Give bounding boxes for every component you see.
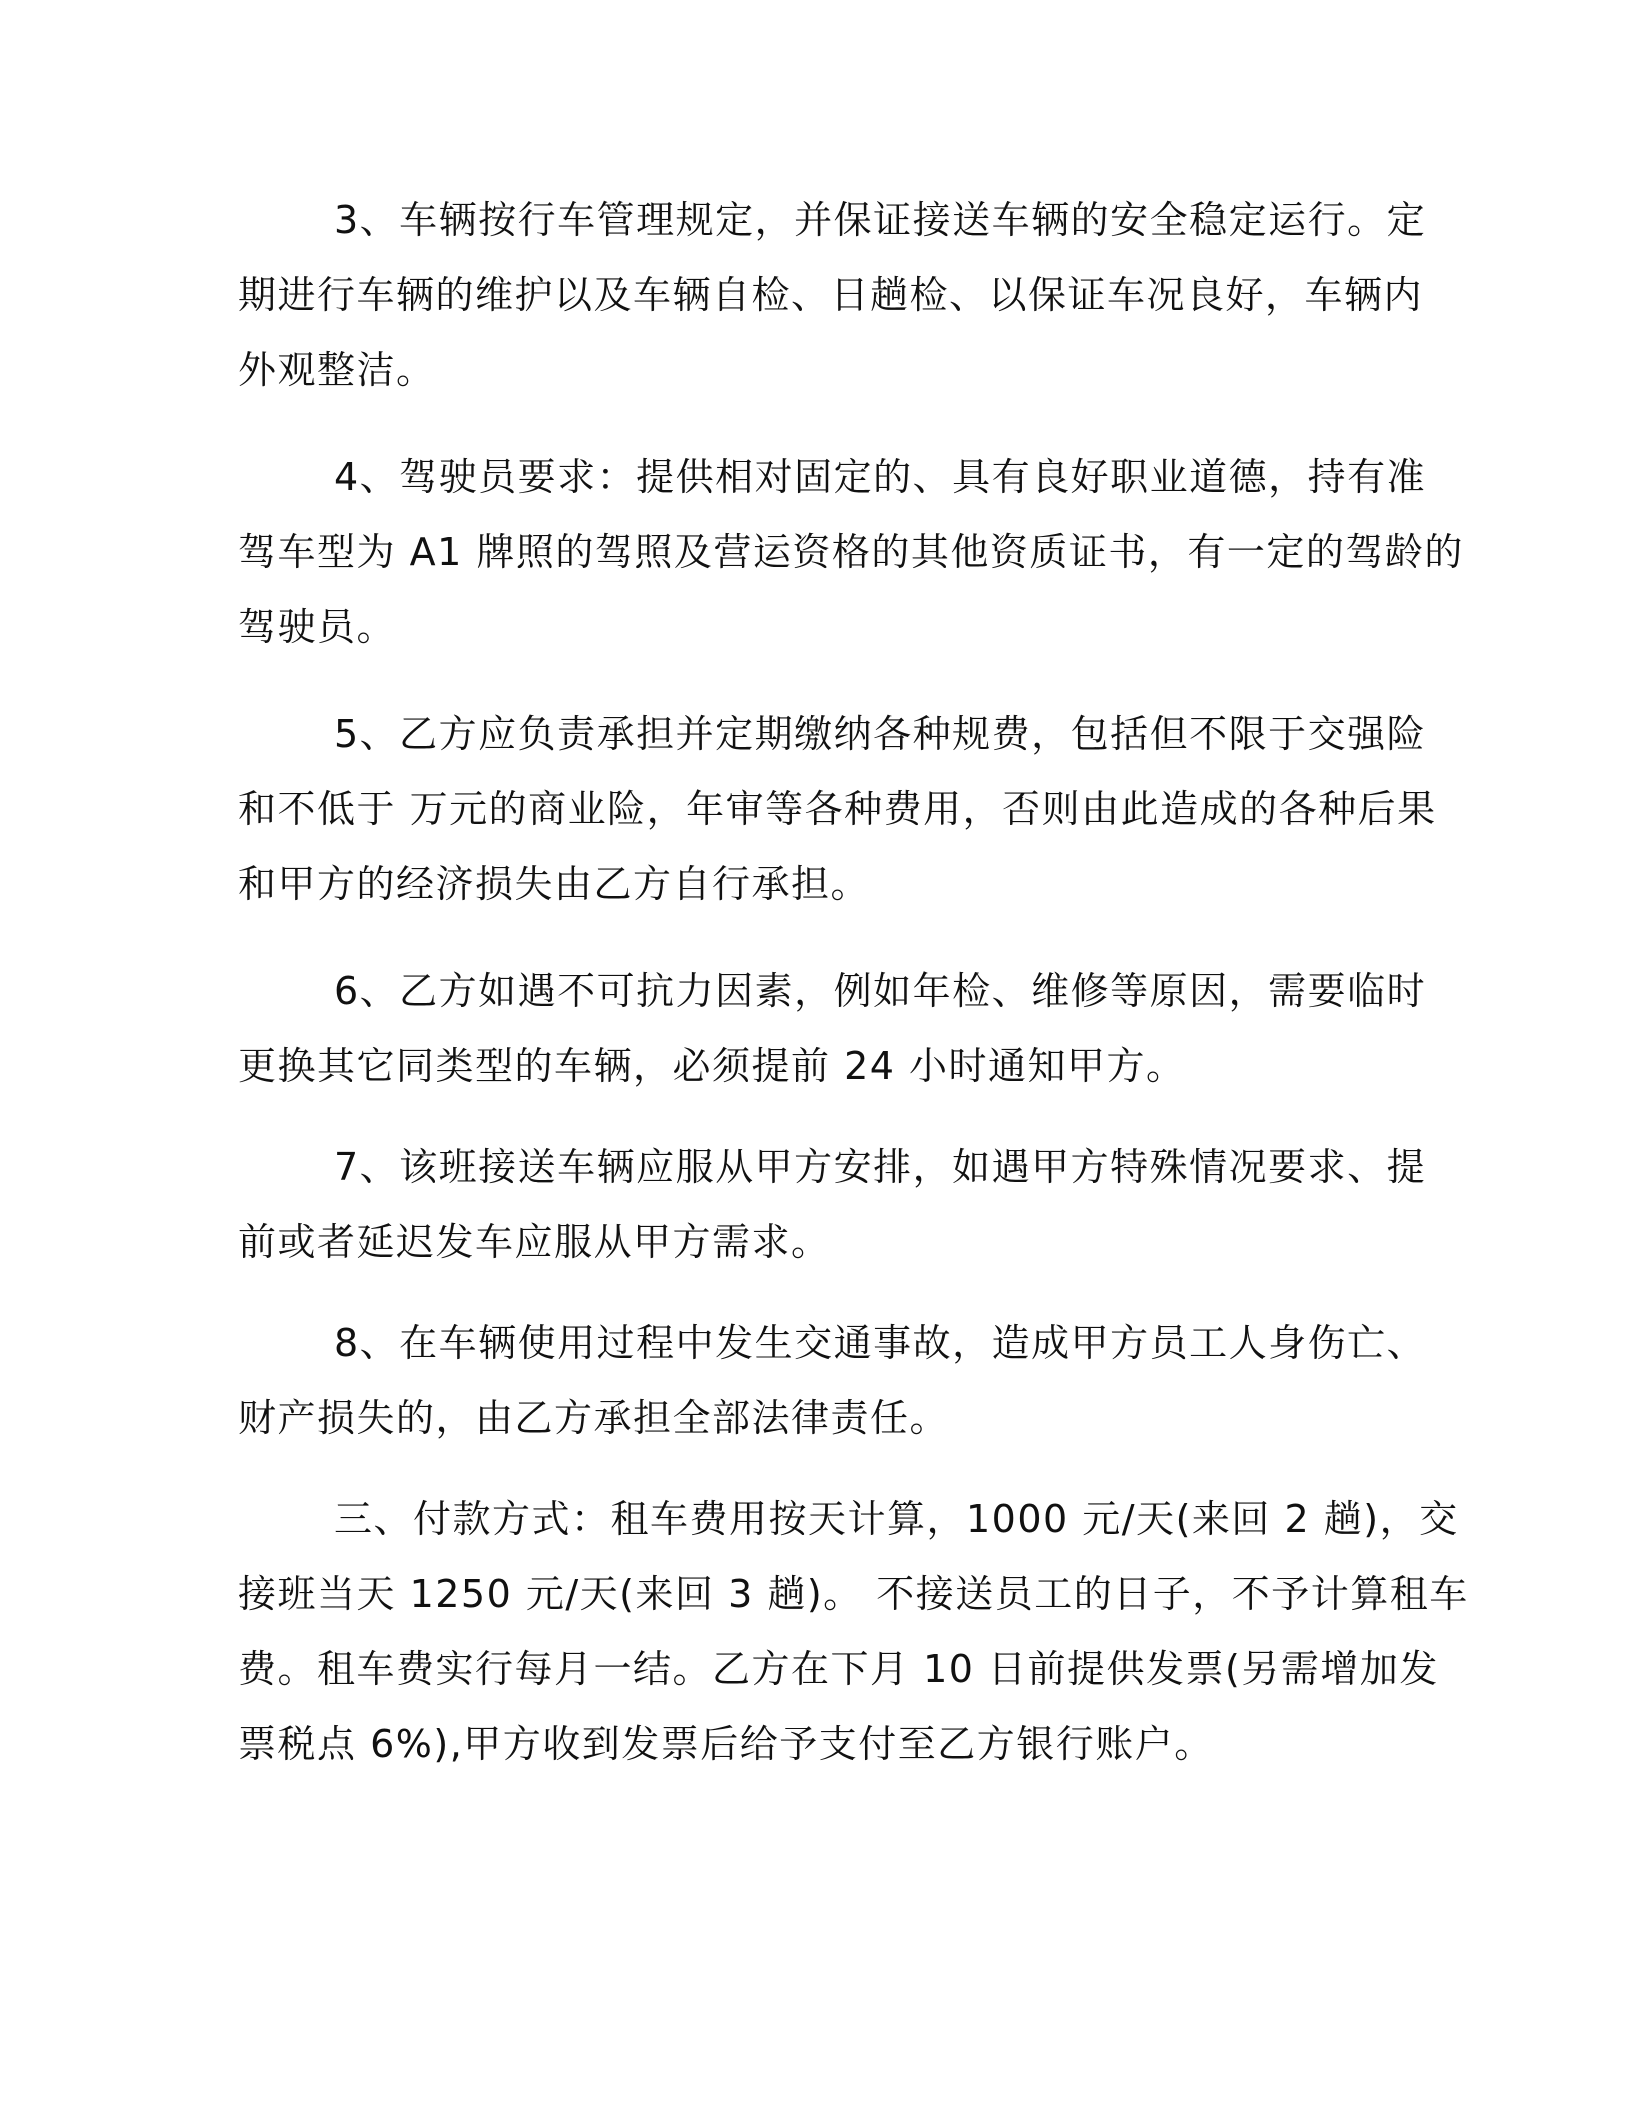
- paragraph-line: 和不低于 万元的商业险，年审等各种费用，否则由此造成的各种后果: [238, 787, 1437, 831]
- paragraph-line: 财产损失的，由乙方承担全部法律责任。: [238, 1396, 950, 1440]
- paragraph-line: 三、付款方式：租车费用按天计算，1000 元/天(来回 2 趟)，交: [334, 1497, 1459, 1541]
- paragraph-line: 票税点 6%),甲方收到发票后给予支付至乙方银行账户。: [238, 1722, 1214, 1766]
- paragraph-line: 和甲方的经济损失由乙方自行承担。: [238, 862, 871, 906]
- paragraph-line: 期进行车辆的维护以及车辆自检、日趟检、以保证车况良好，车辆内: [238, 273, 1424, 317]
- paragraph-line: 驾驶员。: [238, 605, 397, 649]
- paragraph-line: 接班当天 1250 元/天(来回 3 趟)。 不接送员工的日子，不予计算租车: [238, 1572, 1469, 1616]
- paragraph-line: 更换其它同类型的车辆，必须提前 24 小时通知甲方。: [238, 1044, 1186, 1088]
- paragraph-line: 5、乙方应负责承担并定期缴纳各种规费，包括但不限于交强险: [334, 712, 1427, 756]
- paragraph-line: 4、驾驶员要求：提供相对固定的、具有良好职业道德，持有准: [334, 455, 1427, 499]
- paragraph-line: 6、乙方如遇不可抗力因素，例如年检、维修等原因，需要临时: [334, 969, 1427, 1013]
- paragraph-line: 8、在车辆使用过程中发生交通事故，造成甲方员工人身伤亡、: [334, 1321, 1427, 1365]
- paragraph-line: 前或者延迟发车应服从甲方需求。: [238, 1220, 831, 1264]
- paragraph-line: 费。租车费实行每月一结。乙方在下月 10 日前提供发票(另需增加发: [238, 1647, 1439, 1691]
- paragraph-line: 驾车型为 A1 牌照的驾照及营运资格的其他资质证书，有一定的驾龄的: [238, 530, 1464, 574]
- paragraph-line: 外观整洁。: [238, 348, 436, 392]
- paragraph-line: 7、该班接送车辆应服从甲方安排，如遇甲方特殊情况要求、提: [334, 1145, 1427, 1189]
- paragraph-line: 3、车辆按行车管理规定，并保证接送车辆的安全稳定运行。定: [334, 198, 1427, 242]
